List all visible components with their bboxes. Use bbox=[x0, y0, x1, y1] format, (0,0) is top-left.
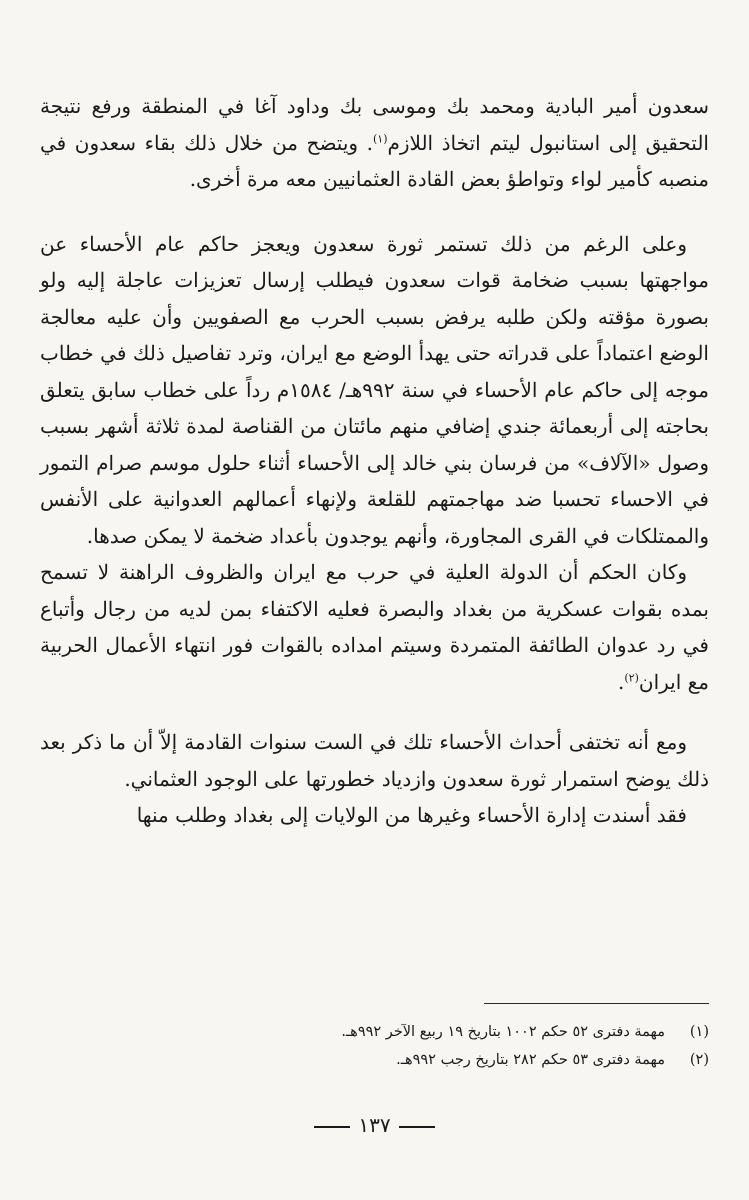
footnote-2 bbox=[40, 1046, 709, 1074]
paragraph-2: وعلى الرغم من ذلك تستمر ثورة سعدون ويعجز حاكم عام الأحساء عن مواجهتها بسبب ضخامة قوات سعدون فيطلب إرسال تعزيزات عاجلة إليه ولو بصورة مؤقته ولكن طلبه يرفض بسبب الحرب مع الصفويين وأن عليه معالجة الوضع اعتماداً على قدراته حتى يهدأ الوضع مع ايران، وترد تفاصيل ذلك في خطاب موجه إلى حاكم عام الأحساء في سنة ٩٩٢هـ/ ١٥٨٤م رداً على خطاب سابق يتعلق بحاجته إلى أربعمائة جندي إضافي منهم مائتان من القناصة لمدة ثلاثة أشهر بسبب وصول «الآلاف» من فرسان بني خالد إلى الأحساء أثناء حلول موسم صرام التمور في الاحساء تحسبا ضد مهاجمتهم للقلعة ولإنهاء أعمالهم العدوانية على الأنفس والممتلكات في القرى المجاورة، وأنهم يوجدون بأعداد ضخمة لا يمكن صدها. bbox=[40, 231, 709, 548]
footnotes bbox=[40, 1018, 709, 1074]
paragraph-5: فقد أسندت إدارة الأحساء وغيرها من الولايات إلى بغداد وطلب منها bbox=[136, 803, 687, 827]
paragraph-1-text-b: ويتضح من خلال ذلك بقاء سعدون في منصبه كأمير لواء وتواطؤ بعض القادة العثمانيين معه مرة أخرى. bbox=[40, 130, 709, 191]
page-number-value: ١٣٧ bbox=[358, 1113, 391, 1137]
body-text bbox=[40, 88, 709, 834]
paragraph-3-text: وكان الحكم أن الدولة العلية في حرب مع ايران والظروف الراهنة لا تسمح بمده بقوات عسكرية من بغداد والبصرة فعليه الاكتفاء بمن لديه من رجال وأتباع في رد عدوان الطائفة المتمردة وسيتم امداده بالقوات فور انتهاء الأعمال الحربية مع ايران bbox=[40, 560, 709, 694]
footnote-1-number: (١) bbox=[689, 1024, 709, 1040]
footnote-2-number: (٢) bbox=[689, 1052, 709, 1068]
paragraph-4: ومع أنه تختفى أحداث الأحساء تلك في الست سنوات القادمة إلاّ أن ما ذكر بعد ذلك يوضح استمرار ثورة سعدون وازدياد خطورتها على الوجود العثماني. bbox=[40, 730, 709, 791]
footnote-ref-1: (١) bbox=[372, 131, 388, 145]
footnote-1-text: مهمة دفترى ٥٢ حكم ١٠٠٢ بتاريخ ١٩ ربيع الآخر ٩٩٢هـ. bbox=[341, 1024, 665, 1040]
footnote-2-text: مهمة دفترى ٥٣ حكم ٢٨٢ بتاريخ رجب ٩٩٢هـ. bbox=[396, 1052, 665, 1068]
page-number bbox=[0, 1113, 749, 1137]
paragraph-1: سعدون أمير البادية ومحمد بك وموسى بك وداود آغا في المنطقة ورفع نتيجة التحقيق إلى استانبول ليتم اتخاذ اللازم$^{(١)}$. ويتضح من خلال ذلك بقاء سعدون في منصبه كأمير لواء وتواطؤ بعض القادة العثمانيين معه مرة أخرى. bbox=[40, 94, 709, 191]
paragraph-1-text-a: سعدون أمير البادية ومحمد بك وموسى بك وداود آغا في المنطقة ورفع نتيجة التحقيق إلى استانبول ليتم اتخاذ اللازم bbox=[40, 94, 709, 155]
footnote-ref-2: (٢) bbox=[624, 670, 639, 684]
paragraph-3: وكان الحكم أن الدولة العلية في حرب مع ايران والظروف الراهنة لا تسمح بمده بقوات عسكرية من بغداد والبصرة فعليه الاكتفاء بمن لديه من رجال وأتباع في رد عدوان الطائفة المتمردة وسيتم امداده بالقوات فور انتهاء الأعمال الحربية مع ايران$^{(٢)}$. bbox=[40, 560, 709, 694]
page-number-dash-left bbox=[314, 1126, 350, 1128]
footnote-divider bbox=[484, 1003, 709, 1004]
footnote-1 bbox=[40, 1018, 709, 1046]
page-number-dash-right bbox=[399, 1126, 435, 1128]
